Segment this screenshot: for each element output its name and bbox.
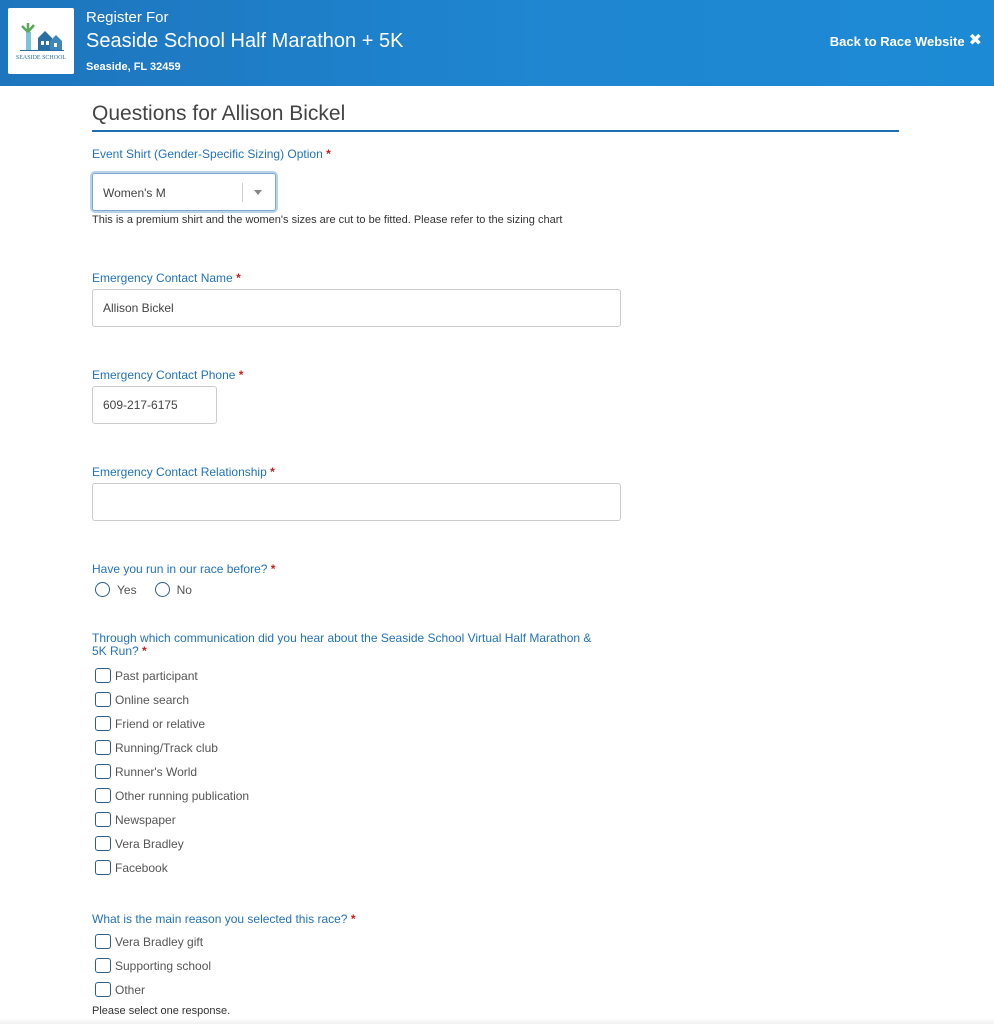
checkbox-newspaper[interactable] [95,812,176,827]
contact-name-input[interactable]: Allison Bickel [92,289,621,327]
checkbox-label[interactable]: Running/Track club [115,740,218,755]
bottom-shadow [0,1018,994,1024]
checkbox[interactable] [95,934,111,949]
checkbox-label[interactable]: Online search [115,692,190,707]
contact-name-label [92,271,241,285]
close-icon: ✖ [968,32,982,49]
checkbox[interactable] [95,788,111,803]
checkbox-running-track-club[interactable] [95,740,218,755]
communication-label-line1: Through which communication did you hear about the Seaside School Virtual Half Marathon & [92,631,592,645]
page-header [0,0,994,86]
checkbox-online-search[interactable] [95,692,189,707]
checkbox-supporting-school[interactable] [95,958,211,973]
checkbox-vera-bradley[interactable] [95,836,184,851]
logo-text: SEASIDE SCHOOL [15,55,67,61]
checkbox-vera-bradley-gift[interactable] [95,934,203,949]
select-separator [242,183,243,202]
radio-yes[interactable] [95,582,110,597]
checkbox-other[interactable] [95,982,145,997]
contact-phone-input[interactable]: 609-217-6175 [92,386,217,424]
reason-label-text: What is the main reason you selected this race? [92,912,348,926]
checkbox[interactable] [95,692,111,707]
communication-label [92,632,591,658]
checkbox[interactable] [95,982,111,997]
checkbox-label[interactable]: Supporting school [115,958,212,973]
checkbox[interactable] [95,860,111,875]
contact-relationship-label [92,465,275,479]
checkbox-friend-or-relative[interactable] [95,716,205,731]
contact-relationship-label-text: Emergency Contact Relationship [92,465,267,479]
shirt-selected-value: Women's M [103,186,166,200]
race-logo [8,8,74,74]
race-location: Seaside, FL 32459 [86,61,181,73]
checkbox-other-running-publication[interactable] [95,788,249,803]
checkbox[interactable] [95,764,111,779]
run-before-label [92,562,275,576]
checkbox-label[interactable]: Other running publication [115,788,250,803]
logo-image [8,8,74,74]
required-marker: * [238,368,244,382]
shirt-size-select[interactable] [92,173,276,211]
shirt-label-text: Event Shirt (Gender-Specific Sizing) Option [92,147,323,161]
checkbox-label[interactable]: Newspaper [115,812,176,827]
run-before-radio-group [95,582,210,597]
radio-no[interactable] [155,582,170,597]
radio-yes-label[interactable]: Yes [117,582,137,597]
checkbox-label[interactable]: Vera Bradley [115,836,184,851]
reason-label [92,912,355,926]
shirt-option-label [92,147,331,161]
back-to-race-website-link[interactable] [830,33,982,49]
back-link-label: Back to Race Website [829,33,965,49]
contact-name-label-text: Emergency Contact Name [92,271,233,285]
checkbox-label[interactable]: Friend or relative [115,716,206,731]
checkbox-label[interactable]: Past participant [115,668,198,683]
contact-phone-label-text: Emergency Contact Phone [92,368,236,382]
checkbox[interactable] [95,668,111,683]
checkbox-label[interactable]: Runner's World [115,764,198,779]
required-marker: * [142,644,147,658]
header-subtitle: Register For [86,9,169,26]
race-title: Seaside School Half Marathon + 5K [86,30,404,52]
checkbox-facebook[interactable] [95,860,168,875]
checkbox-label[interactable]: Facebook [115,860,168,875]
run-before-label-text: Have you run in our race before? [92,562,268,576]
checkbox-past-participant[interactable] [95,668,198,683]
required-marker: * [270,465,275,479]
checkbox[interactable] [95,836,111,851]
radio-no-label[interactable]: No [176,582,192,597]
checkbox[interactable] [95,812,111,827]
section-title: Questions for Allison Bickel [92,102,346,125]
required-marker: * [326,147,331,161]
checkbox-label[interactable]: Other [115,982,146,997]
required-marker: * [236,271,241,285]
contact-relationship-input[interactable] [92,483,621,521]
communication-label-line2: 5K Run? [92,644,139,658]
checkbox-label[interactable]: Vera Bradley gift [115,934,204,949]
checkbox-runners-world[interactable] [95,764,197,779]
section-divider [92,130,899,132]
reason-help-text: Please select one response. [92,1005,231,1017]
contact-phone-label [92,368,243,382]
shirt-help-text: This is a premium shirt and the women's sizes are cut to be fitted. Please refer to the sizing chart [92,214,563,226]
checkbox[interactable] [95,740,111,755]
checkbox[interactable] [95,958,111,973]
required-marker: * [350,912,356,926]
checkbox[interactable] [95,716,111,731]
chevron-down-icon[interactable] [254,190,262,195]
required-marker: * [270,562,276,576]
